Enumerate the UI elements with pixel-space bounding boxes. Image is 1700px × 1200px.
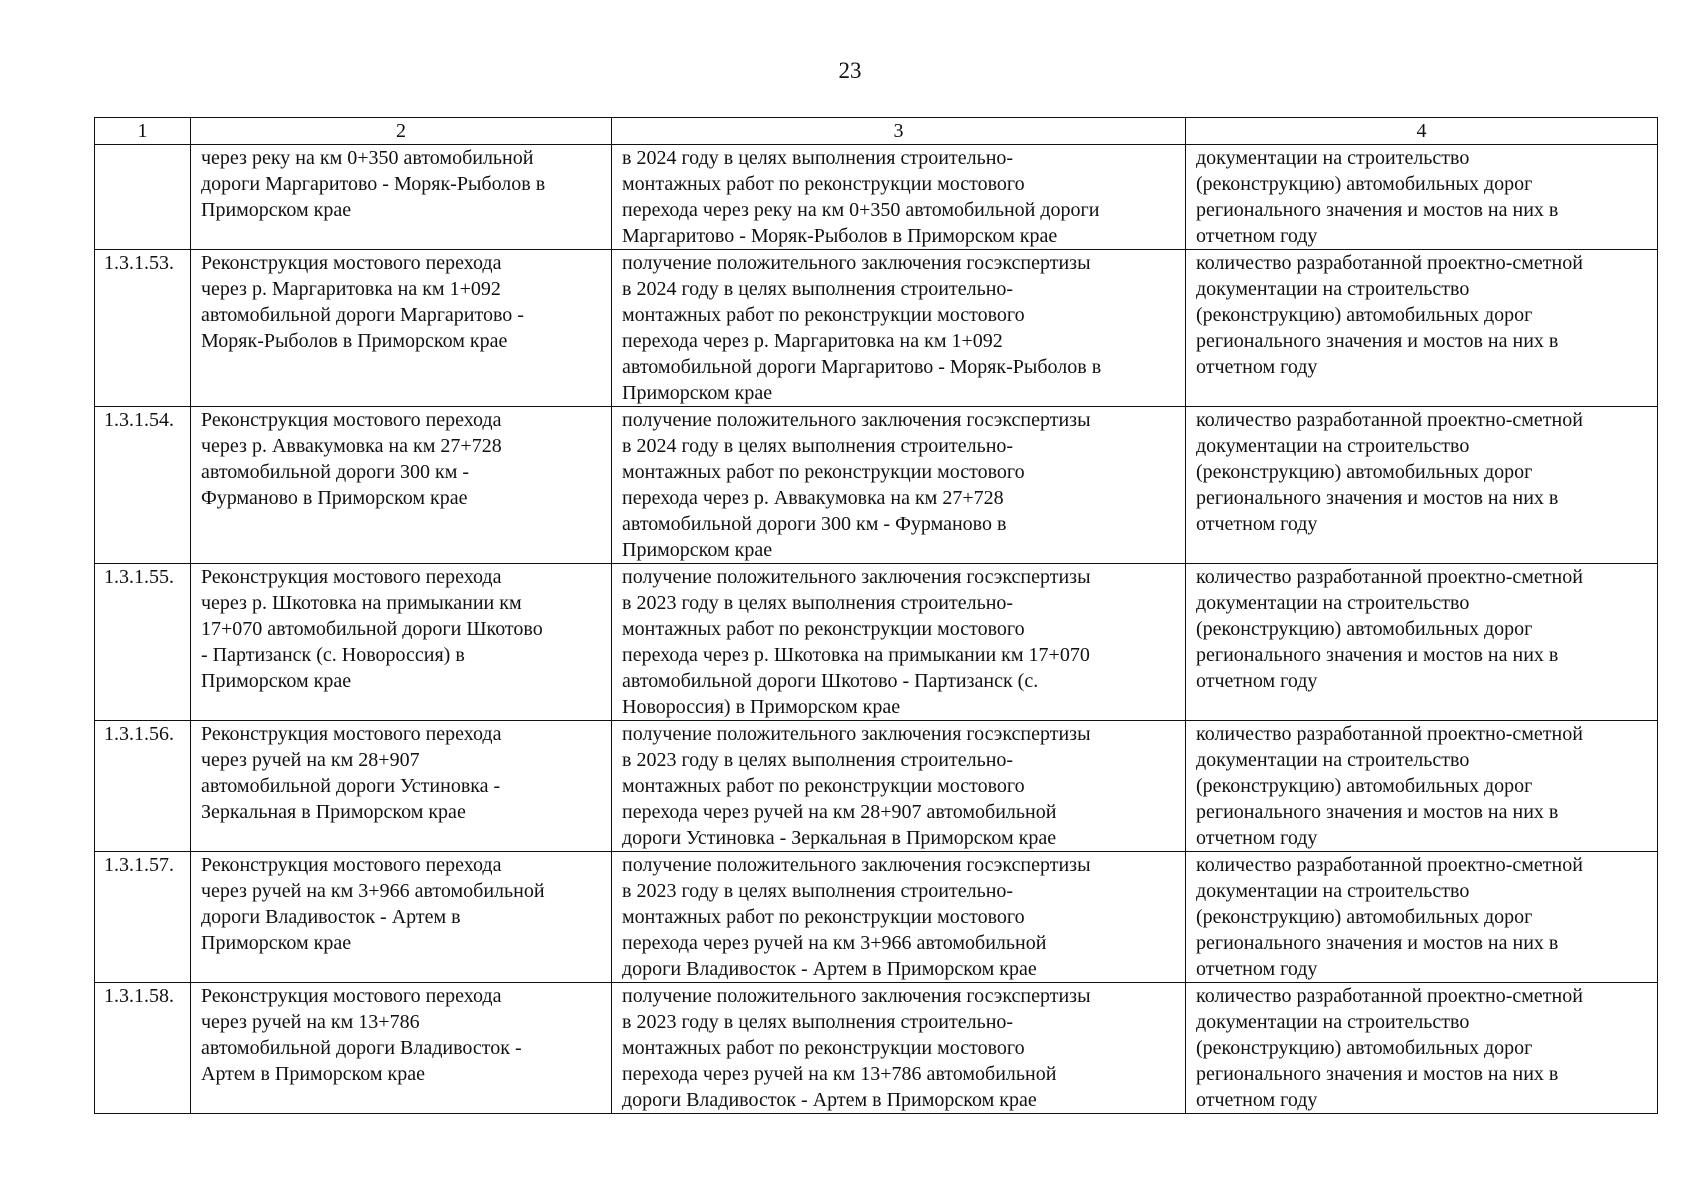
object-cell: Реконструкция мостового перехода через р. Маргаритовка на км 1+092 автомобильной дороги Маргаритово - Моряк-Рыболов в Приморском крае <box>191 250 612 407</box>
row-number: 1.3.1.53. <box>95 250 191 407</box>
object-cell: Реконструкция мостового перехода через р. Аввакумовка на км 27+728 автомобильной дороги 300 км - Фурманово в Приморском крае <box>191 407 612 564</box>
table-row <box>95 721 1658 852</box>
indicator-cell: количество разработанной проектно-сметной документации на строительство (реконструкцию) автомобильных дорог регионального значения и мостов на них в отчетном году <box>1186 564 1658 721</box>
result-cell: получение положительного заключения госэкспертизы в 2023 году в целях выполнения строительно- монтажных работ по реконструкции мостового перехода через ручей на км 3+966 автомобильной дороги Владивосток - Артем в Приморском крае <box>612 852 1186 983</box>
indicator-cell: документации на строительство (реконструкцию) автомобильных дорог регионального значения и мостов на них в отчетном году <box>1186 145 1658 250</box>
result-cell: получение положительного заключения госэкспертизы в 2024 году в целях выполнения строительно- монтажных работ по реконструкции мостового перехода через р. Маргаритовка на км 1+092 автомобильной дороги Маргаритово - Моряк-Рыболов в Приморском крае <box>612 250 1186 407</box>
row-number: 1.3.1.56. <box>95 721 191 852</box>
column-header-4: 4 <box>1186 118 1658 145</box>
table-row <box>95 852 1658 983</box>
indicator-cell: количество разработанной проектно-сметной документации на строительство (реконструкцию) автомобильных дорог регионального значения и мостов на них в отчетном году <box>1186 852 1658 983</box>
indicator-cell: количество разработанной проектно-сметной документации на строительство (реконструкцию) автомобильных дорог регионального значения и мостов на них в отчетном году <box>1186 407 1658 564</box>
result-cell: получение положительного заключения госэкспертизы в 2023 году в целях выполнения строительно- монтажных работ по реконструкции мостового перехода через ручей на км 28+907 автомобильной дороги Устиновка - Зеркальная в Приморском крае <box>612 721 1186 852</box>
result-cell: получение положительного заключения госэкспертизы в 2023 году в целях выполнения строительно- монтажных работ по реконструкции мостового перехода через ручей на км 13+786 автомобильной дороги Владивосток - Артем в Приморском крае <box>612 983 1186 1114</box>
column-header-3: 3 <box>612 118 1186 145</box>
object-cell: Реконструкция мостового перехода через ручей на км 3+966 автомобильной дороги Владивосток - Артем в Приморском крае <box>191 852 612 983</box>
object-cell: Реконструкция мостового перехода через ручей на км 13+786 автомобильной дороги Владивосток - Артем в Приморском крае <box>191 983 612 1114</box>
indicator-cell: количество разработанной проектно-сметной документации на строительство (реконструкцию) автомобильных дорог регионального значения и мостов на них в отчетном году <box>1186 250 1658 407</box>
result-cell: получение положительного заключения госэкспертизы в 2023 году в целях выполнения строительно- монтажных работ по реконструкции мостового перехода через р. Шкотовка на примыкании км 17+070 автомобильной дороги Шкотово - Партизанск (с. Новороссия) в Приморском крае <box>612 564 1186 721</box>
table-row <box>95 407 1658 564</box>
result-cell: в 2024 году в целях выполнения строительно- монтажных работ по реконструкции мостового перехода через реку на км 0+350 автомобильной дороги Маргаритово - Моряк-Рыболов в Приморском крае <box>612 145 1186 250</box>
row-number: 1.3.1.54. <box>95 407 191 564</box>
table-row <box>95 145 1658 250</box>
table-row <box>95 564 1658 721</box>
table-row <box>95 250 1658 407</box>
table-header-row <box>95 118 1658 145</box>
row-number: 1.3.1.58. <box>95 983 191 1114</box>
column-header-2: 2 <box>191 118 612 145</box>
page-number: 23 <box>838 58 862 83</box>
indicator-cell: количество разработанной проектно-сметной документации на строительство (реконструкцию) автомобильных дорог регионального значения и мостов на них в отчетном году <box>1186 983 1658 1114</box>
indicator-cell: количество разработанной проектно-сметной документации на строительство (реконструкцию) автомобильных дорог регионального значения и мостов на них в отчетном году <box>1186 721 1658 852</box>
column-header-1: 1 <box>95 118 191 145</box>
row-number: 1.3.1.57. <box>95 852 191 983</box>
object-cell: Реконструкция мостового перехода через ручей на км 28+907 автомобильной дороги Устиновка - Зеркальная в Приморском крае <box>191 721 612 852</box>
row-number: 1.3.1.55. <box>95 564 191 721</box>
result-cell: получение положительного заключения госэкспертизы в 2024 году в целях выполнения строительно- монтажных работ по реконструкции мостового перехода через р. Аввакумовка на км 27+728 автомобильной дороги 300 км - Фурманово в Приморском крае <box>612 407 1186 564</box>
row-number <box>95 145 191 250</box>
object-cell: через реку на км 0+350 автомобильной дороги Маргаритово - Моряк-Рыболов в Приморском крае <box>191 145 612 250</box>
object-cell: Реконструкция мостового перехода через р. Шкотовка на примыкании км 17+070 автомобильной дороги Шкотово - Партизанск (с. Новороссия) в Приморском крае <box>191 564 612 721</box>
program-table <box>94 117 1658 1114</box>
table-row <box>95 983 1658 1114</box>
